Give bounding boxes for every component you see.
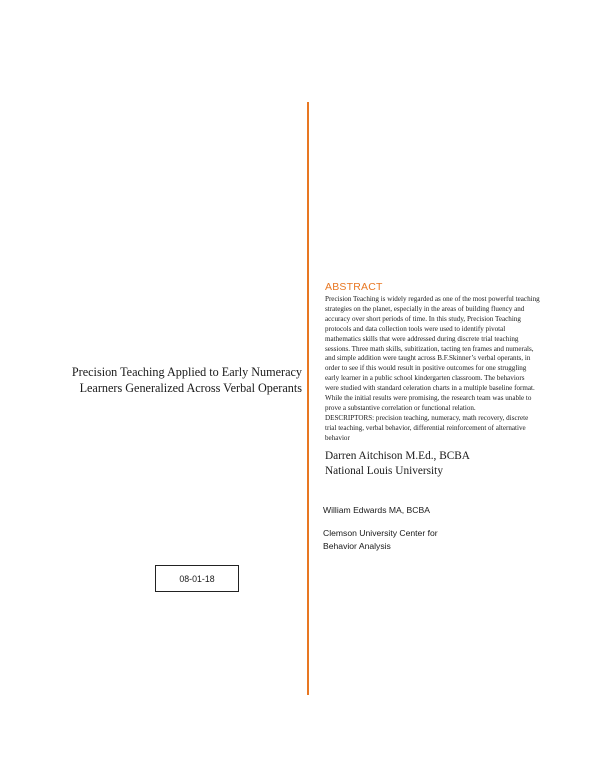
title-line: Learners Generalized Across Verbal Operants [79,381,302,395]
title-line: Precision Teaching Applied to Early Numeracy [71,365,302,379]
abstract-line: sessions. Three math skills, subitization, tacting ten frames and numerals, [325,344,534,353]
abstract-line: Precision Teaching is widely regarded as one of the most powerful teaching [325,295,540,303]
abstract-line: were studied with standard celeration charts in a multiple baseline format. [325,384,535,393]
abstract-line: While the initial results were promising, the research team was unable to [325,394,532,403]
abstract-line: mathematics skills that were addressed during discrete trial teaching [325,334,519,343]
abstract-line: strategies on the planet, especially in the areas of building fluency and [325,304,525,313]
document-title [40,364,302,396]
abstract-heading: ABSTRACT [325,281,383,293]
secondary-author-affiliation [323,527,438,553]
secondary-author-name: William Edwards MA, BCBA [323,505,430,515]
descriptors-line: DESCRIPTORS: precision teaching, numeracy, math recovery, discrete [325,413,529,422]
affiliation-line: Clemson University Center for [323,528,438,538]
date-box [155,565,239,592]
abstract-line: accuracy over short periods of time. In this study, Precision Teaching [325,314,521,323]
abstract-line: and simple addition were taught across B.F.Skinner’s verbal operants, in [325,354,531,363]
primary-author-affiliation: National Louis University [325,465,443,477]
abstract-line: order to see if this would result in positive outcomes for one struggling [325,364,527,373]
date-text: 08-01-18 [179,573,215,584]
abstract-line: protocols and data collection tools were used to identify pivotal [325,324,506,333]
affiliation-line: Behavior Analysis [323,541,391,551]
primary-author-name: Darren Aitchison M.Ed., BCBA [325,450,470,462]
descriptors-line: behavior [325,433,350,442]
abstract-body [325,295,570,444]
primary-author-block [325,449,470,479]
descriptors-line: trial teaching, verbal behavior, differential reinforcement of alternative [325,423,526,432]
abstract-line: prove a substantive correlation or functional relation. [325,403,476,412]
vertical-divider [307,102,309,695]
abstract-line: early learner in a public school kindergarten classroom. The behaviors [325,374,525,383]
